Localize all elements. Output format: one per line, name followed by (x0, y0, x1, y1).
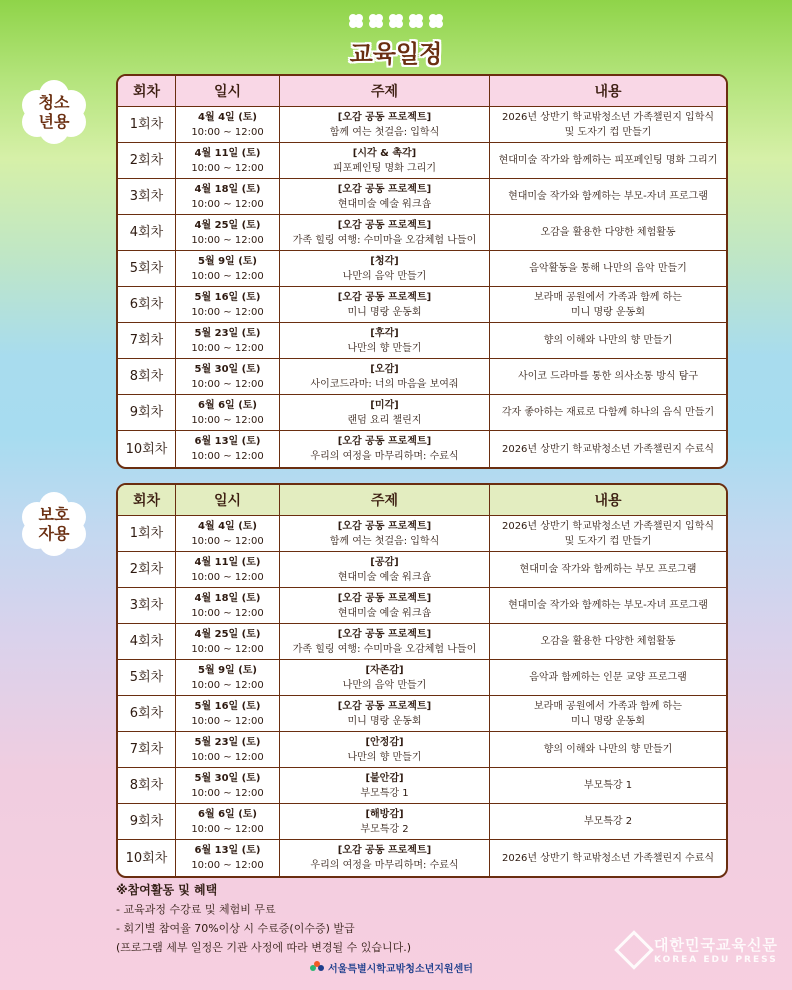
table-row (118, 431, 726, 467)
topic-cell (280, 323, 490, 359)
watermark-korean: 대한민국교육신문 (654, 936, 778, 954)
date-text: 5월 23일 (토) (194, 736, 261, 748)
table-row (118, 552, 726, 588)
topic-tag: [공감] (370, 556, 399, 568)
topic-text: 랜덤 요리 챌린지 (347, 414, 422, 426)
datetime-cell (176, 287, 280, 323)
topic-text: 현대미술 예술 워크숍 (337, 198, 432, 210)
parent-section-badge (22, 492, 86, 556)
topic-cell (280, 660, 490, 696)
datetime-cell (176, 143, 280, 179)
topic-text: 미니 명랑 운동회 (347, 715, 422, 727)
topic-text: 부모특강 1 (360, 787, 409, 799)
header-round: 회차 (118, 485, 176, 516)
topic-cell (280, 143, 490, 179)
topic-text: 가족 힐링 여행: 수미마을 오감체험 나들이 (292, 234, 477, 246)
content-cell: 현대미술 작가와 함께하는 부모-자녀 프로그램 (490, 179, 726, 215)
date-text: 5월 16일 (토) (194, 700, 261, 712)
notes-block (116, 881, 411, 957)
parent-label-line2: 자용 (38, 524, 70, 543)
topic-cell (280, 840, 490, 876)
topic-cell (280, 732, 490, 768)
table-row (118, 323, 726, 359)
youth-schedule-table (116, 74, 728, 469)
time-text: 10:00 ~ 12:00 (191, 751, 264, 763)
topic-tag: [오감 공동 프로젝트] (337, 111, 432, 123)
datetime-cell (176, 395, 280, 431)
topic-text: 현대미술 예술 워크숍 (337, 571, 432, 583)
header-content: 내용 (490, 76, 726, 107)
date-text: 5월 30일 (토) (194, 363, 261, 375)
content-cell: 2026년 상반기 학교밖청소년 가족챌린지 수료식 (501, 852, 715, 864)
topic-cell (280, 107, 490, 143)
title-block (0, 14, 792, 69)
topic-tag: [시각 & 촉각] (352, 147, 417, 159)
topic-text: 나만의 음악 만들기 (342, 270, 427, 282)
time-text: 10:00 ~ 12:00 (191, 451, 264, 462)
date-text: 4월 11일 (토) (194, 556, 261, 568)
content-cell: 2026년 상반기 학교밖청소년 가족챌린지 수료식 (501, 443, 715, 455)
topic-tag: [오감 공동 프로젝트] (337, 436, 432, 447)
clover-decoration (0, 14, 792, 30)
watermark-english: KOREA EDU PRESS (654, 955, 778, 965)
topic-text: 나만의 향 만들기 (347, 751, 422, 763)
clover-icon (389, 14, 403, 28)
notes-line: - 교육과정 수강료 및 체험비 무료 (116, 903, 276, 916)
time-text: 10:00 ~ 12:00 (191, 643, 264, 655)
date-text: 4월 4일 (토) (198, 111, 257, 123)
round-cell: 9회차 (118, 395, 176, 431)
topic-text: 나만의 향 만들기 (347, 342, 422, 354)
topic-tag: [해방감] (365, 808, 404, 820)
time-text: 10:00 ~ 12:00 (191, 198, 264, 210)
header-datetime: 일시 (176, 485, 280, 516)
topic-tag: [안정감] (365, 736, 404, 748)
topic-cell (280, 251, 490, 287)
topic-tag: [오감 공동 프로젝트] (337, 845, 432, 856)
date-text: 6월 6일 (토) (198, 399, 257, 411)
content-cell: 보라매 공원에서 가족과 함께 하는 미니 명랑 운동회 (490, 696, 726, 732)
round-cell: 10회차 (118, 840, 176, 876)
time-text: 10:00 ~ 12:00 (191, 571, 264, 583)
content-cell: 음악활동을 통해 나만의 음악 만들기 (490, 251, 726, 287)
date-text: 4월 18일 (토) (194, 183, 261, 195)
time-text: 10:00 ~ 12:00 (191, 715, 264, 727)
time-text: 10:00 ~ 12:00 (191, 126, 264, 138)
datetime-cell (176, 552, 280, 588)
time-text: 10:00 ~ 12:00 (191, 234, 264, 246)
header-content: 내용 (490, 485, 726, 516)
content-cell: 현대미술 작가와 함께하는 피포페인팅 명화 그리기 (490, 143, 726, 179)
date-text: 6월 13일 (토) (194, 845, 261, 856)
topic-text: 미니 명랑 운동회 (347, 306, 422, 318)
topic-text: 함께 여는 첫걸음: 입학식 (329, 126, 440, 138)
datetime-cell (176, 359, 280, 395)
content-cell: 음악과 함께하는 인문 교양 프로그램 (490, 660, 726, 696)
org-logo (310, 960, 473, 975)
date-text: 4월 18일 (토) (194, 592, 261, 604)
round-cell: 3회차 (118, 179, 176, 215)
content-cell: 오감을 활용한 다양한 체험활동 (490, 624, 726, 660)
youth-section-badge (22, 80, 86, 144)
clover-icon (369, 14, 383, 28)
content-cell: 부모특강 2 (490, 804, 726, 840)
content-cell: 2026년 상반기 학교밖청소년 가족챌린지 입학식 및 도자기 컵 만들기 (490, 107, 726, 143)
round-cell: 4회차 (118, 624, 176, 660)
table-row (118, 768, 726, 804)
datetime-cell (176, 732, 280, 768)
table-header-row (118, 485, 726, 516)
topic-text: 피포페인팅 명화 그리기 (333, 162, 436, 174)
time-text: 10:00 ~ 12:00 (191, 823, 264, 835)
topic-text: 현대미술 예술 워크숍 (337, 607, 432, 619)
date-text: 5월 9일 (토) (198, 255, 257, 267)
table-row (118, 804, 726, 840)
topic-tag: [자존감] (365, 664, 404, 676)
datetime-cell (176, 215, 280, 251)
table-row (118, 359, 726, 395)
table-row (118, 516, 726, 552)
table-row (118, 660, 726, 696)
table-row (118, 395, 726, 431)
date-text: 5월 23일 (토) (194, 327, 261, 339)
date-text: 4월 11일 (토) (194, 147, 261, 159)
content-cell: 부모특강 1 (490, 768, 726, 804)
content-cell: 사이코 드라마를 통한 의사소통 방식 탐구 (490, 359, 726, 395)
press-logo-icon (614, 930, 654, 970)
table-row (118, 732, 726, 768)
topic-cell (280, 359, 490, 395)
topic-tag: [불안감] (365, 772, 404, 784)
content-cell: 보라매 공원에서 가족과 함께 하는 미니 명랑 운동회 (490, 287, 726, 323)
round-cell: 2회차 (118, 143, 176, 179)
datetime-cell (176, 840, 280, 876)
topic-tag: [오감 공동 프로젝트] (337, 592, 432, 604)
date-text: 6월 6일 (토) (198, 808, 257, 820)
header-round: 회차 (118, 76, 176, 107)
date-text: 6월 13일 (토) (194, 436, 261, 447)
content-cell: 2026년 상반기 학교밖청소년 가족챌린지 입학식 및 도자기 컵 만들기 (490, 516, 726, 552)
content-cell: 오감을 활용한 다양한 체험활동 (490, 215, 726, 251)
topic-tag: [오감 공동 프로젝트] (337, 291, 432, 303)
notes-heading: ※참여활동 및 혜택 (116, 883, 218, 897)
topic-cell (280, 768, 490, 804)
datetime-cell (176, 768, 280, 804)
datetime-cell (176, 251, 280, 287)
table-row (118, 251, 726, 287)
datetime-cell (176, 431, 280, 467)
topic-cell (280, 395, 490, 431)
time-text: 10:00 ~ 12:00 (191, 607, 264, 619)
table-row (118, 287, 726, 323)
topic-cell (280, 179, 490, 215)
round-cell: 8회차 (118, 768, 176, 804)
round-cell: 5회차 (118, 660, 176, 696)
date-text: 5월 16일 (토) (194, 291, 261, 303)
topic-tag: [오감 공동 프로젝트] (337, 183, 432, 195)
notes-line: - 회기별 참여율 70%이상 시 수료증(이수증) 발급 (116, 922, 355, 935)
header-topic: 주제 (280, 485, 490, 516)
table-row (118, 107, 726, 143)
topic-tag: [청각] (370, 255, 399, 267)
datetime-cell (176, 179, 280, 215)
round-cell: 1회차 (118, 516, 176, 552)
datetime-cell (176, 804, 280, 840)
round-cell: 9회차 (118, 804, 176, 840)
date-text: 4월 25일 (토) (194, 628, 261, 640)
clover-icon (429, 14, 443, 28)
table-row (118, 143, 726, 179)
topic-tag: [오감 공동 프로젝트] (337, 219, 432, 231)
youth-label-line1: 청소 (38, 93, 70, 112)
time-text: 10:00 ~ 12:00 (191, 378, 264, 390)
table-row (118, 840, 726, 876)
header-topic: 주제 (280, 76, 490, 107)
topic-cell (280, 696, 490, 732)
datetime-cell (176, 107, 280, 143)
round-cell: 8회차 (118, 359, 176, 395)
time-text: 10:00 ~ 12:00 (191, 787, 264, 799)
round-cell: 5회차 (118, 251, 176, 287)
topic-cell (280, 431, 490, 467)
table-header-row (118, 76, 726, 107)
topic-tag: [오감 공동 프로젝트] (337, 520, 432, 532)
table-row (118, 588, 726, 624)
topic-text: 나만의 음악 만들기 (342, 679, 427, 691)
date-text: 5월 30일 (토) (194, 772, 261, 784)
topic-text: 우리의 여정을 마무리하며: 수료식 (310, 451, 459, 462)
topic-cell (280, 287, 490, 323)
datetime-cell (176, 660, 280, 696)
parent-label-line1: 보호 (38, 505, 70, 524)
youth-label-line2: 년용 (38, 112, 70, 131)
parent-schedule-table (116, 483, 728, 878)
topic-tag: [오감 공동 프로젝트] (337, 700, 432, 712)
topic-cell (280, 215, 490, 251)
round-cell: 6회차 (118, 287, 176, 323)
time-text: 10:00 ~ 12:00 (191, 535, 264, 547)
topic-cell (280, 588, 490, 624)
table-row (118, 696, 726, 732)
topic-tag: [후각] (370, 327, 399, 339)
clover-icon (349, 14, 363, 28)
topic-text: 가족 힐링 여행: 수미마을 오감체험 나들이 (292, 643, 477, 655)
content-cell: 현대미술 작가와 함께하는 부모-자녀 프로그램 (490, 588, 726, 624)
time-text: 10:00 ~ 12:00 (191, 306, 264, 318)
clover-icon (409, 14, 423, 28)
content-cell: 향의 이해와 나만의 향 만들기 (490, 323, 726, 359)
datetime-cell (176, 696, 280, 732)
time-text: 10:00 ~ 12:00 (191, 679, 264, 691)
topic-tag: [미각] (370, 399, 399, 411)
content-cell: 각자 좋아하는 재료로 다함께 하나의 음식 만들기 (490, 395, 726, 431)
org-logo-icon (310, 961, 324, 975)
round-cell: 4회차 (118, 215, 176, 251)
round-cell: 7회차 (118, 732, 176, 768)
topic-text: 우리의 여정을 마무리하며: 수료식 (310, 860, 459, 871)
notes-line: (프로그램 세부 일정은 기관 사정에 따라 변경될 수 있습니다.) (116, 941, 412, 954)
datetime-cell (176, 624, 280, 660)
time-text: 10:00 ~ 12:00 (191, 270, 264, 282)
topic-cell (280, 624, 490, 660)
topic-cell (280, 804, 490, 840)
press-watermark (620, 934, 778, 965)
table-row (118, 624, 726, 660)
content-cell: 현대미술 작가와 함께하는 부모 프로그램 (490, 552, 726, 588)
topic-tag: [오감 공동 프로젝트] (337, 628, 432, 640)
table-row (118, 179, 726, 215)
datetime-cell (176, 323, 280, 359)
topic-cell (280, 552, 490, 588)
time-text: 10:00 ~ 12:00 (191, 860, 264, 871)
datetime-cell (176, 588, 280, 624)
round-cell: 7회차 (118, 323, 176, 359)
topic-text: 사이코드라마: 너의 마음을 보여줘 (310, 378, 459, 390)
date-text: 5월 9일 (토) (198, 664, 257, 676)
round-cell: 3회차 (118, 588, 176, 624)
table-row (118, 215, 726, 251)
round-cell: 6회차 (118, 696, 176, 732)
topic-text: 함께 여는 첫걸음: 입학식 (329, 535, 440, 547)
org-name: 서울특별시학교밖청소년지원센터 (328, 964, 473, 975)
page-title: 교육일정 (349, 40, 443, 68)
topic-tag: [오감] (370, 363, 399, 375)
date-text: 4월 4일 (토) (198, 520, 257, 532)
round-cell: 10회차 (118, 431, 176, 467)
round-cell: 2회차 (118, 552, 176, 588)
content-cell: 향의 이해와 나만의 향 만들기 (490, 732, 726, 768)
time-text: 10:00 ~ 12:00 (191, 342, 264, 354)
topic-cell (280, 516, 490, 552)
topic-text: 부모특강 2 (360, 823, 409, 835)
datetime-cell (176, 516, 280, 552)
date-text: 4월 25일 (토) (194, 219, 261, 231)
round-cell: 1회차 (118, 107, 176, 143)
header-datetime: 일시 (176, 76, 280, 107)
time-text: 10:00 ~ 12:00 (191, 162, 264, 174)
time-text: 10:00 ~ 12:00 (191, 414, 264, 426)
